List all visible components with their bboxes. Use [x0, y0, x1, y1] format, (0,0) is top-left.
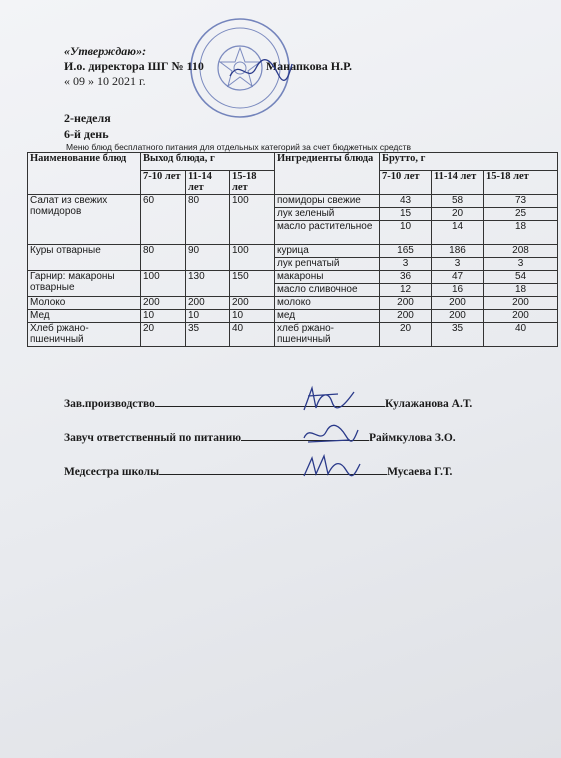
table-row: Салат из свежих помидоров 60 80 100 помидоры свежие 43 58 73	[28, 195, 558, 208]
dish-cell: Куры отварные	[28, 245, 141, 271]
table-row: масло растительное 10 14 18	[28, 221, 558, 245]
zav-signature-scribble	[298, 384, 358, 416]
col-yield-header: Выход блюда, г	[141, 153, 275, 171]
ingredient-cell: масло растительное	[275, 221, 380, 245]
dish-cell: Салат из свежих помидоров	[28, 195, 141, 245]
gross-age-11-14: 11-14 лет	[432, 171, 484, 195]
table-row: Хлеб ржано-пшеничный 20 35 40 хлеб ржано-пшеничный 20 35 40	[28, 323, 558, 347]
dish-cell: Молоко	[28, 297, 141, 310]
ingredient-cell: хлеб ржано-пшеничный	[275, 323, 380, 347]
signature-title: Завуч ответственный по питанию	[64, 432, 241, 444]
ingredient-cell: лук зеленый	[275, 208, 380, 221]
signature-title: Зав.производство	[64, 398, 155, 410]
dish-cell: Мед	[28, 310, 141, 323]
signature-title: Медсестра школы	[64, 466, 160, 478]
signature-zavuch	[64, 430, 456, 444]
table-row: Гарнир: макароны отварные 100 130 150 макароны 36 47 54	[28, 271, 558, 284]
approve-label: «Утверждаю»:	[64, 44, 147, 58]
dish-cell: Хлеб ржано-пшеничный	[28, 323, 141, 347]
col-dish-header: Наименование блюд	[28, 153, 141, 195]
signature-zav	[64, 396, 472, 410]
ingredient-cell: курица	[275, 245, 380, 258]
table-row: лук зеленый 15 20 25	[28, 208, 558, 221]
yield-age-15-18: 15-18 лет	[230, 171, 275, 195]
col-gross-header: Брутто, г	[380, 153, 558, 171]
table-row: лук репчатый 3 3 3	[28, 258, 558, 271]
table-row: Молоко 200 200 200 молоко 200 200 200	[28, 297, 558, 310]
medsestra-signature-scribble	[300, 450, 362, 482]
director-name: Манапкова Н.Р.	[265, 59, 352, 73]
table-row: Куры отварные 80 90 100 курица 165 186 208	[28, 245, 558, 258]
menu-table	[27, 152, 558, 347]
signature-name: Раймкулова З.О.	[368, 432, 456, 444]
ingredient-cell: масло сливочное	[275, 284, 380, 297]
zavuch-signature-scribble	[300, 420, 360, 448]
ingredient-cell: молоко	[275, 297, 380, 310]
signature-medsestra	[64, 464, 452, 478]
approval-block	[64, 44, 352, 89]
signature-name: Мусаева Г.Т.	[387, 466, 453, 478]
gross-age-7-10: 7-10 лет	[380, 171, 432, 195]
menu-title: Меню блюд бесплатного питания для отдельных категорий за счет бюджетных средств	[66, 142, 412, 152]
ingredient-cell: макароны	[275, 271, 380, 284]
director-title: И.о. директора ШГ № 110	[64, 59, 204, 73]
table-row: Мед 10 10 10 мед 200 200 200	[28, 310, 558, 323]
ingredient-cell: лук репчатый	[275, 258, 380, 271]
director-signature-scribble	[226, 54, 296, 88]
approval-date: « 09 » 10 2021 г.	[64, 74, 146, 88]
yield-age-7-10: 7-10 лет	[141, 171, 186, 195]
gross-age-15-18: 15-18 лет	[484, 171, 558, 195]
week-label: 2-неделя	[64, 111, 111, 125]
signature-name: Кулажанова А.Т.	[384, 398, 473, 410]
ingredient-cell: помидоры свежие	[275, 195, 380, 208]
table-row: масло сливочное 12 16 18	[28, 284, 558, 297]
day-label: 6-й день	[64, 127, 109, 141]
yield-age-11-14: 11-14 лет	[186, 171, 230, 195]
ingredient-cell: мед	[275, 310, 380, 323]
week-info	[64, 110, 111, 142]
col-ingredients-header: Ингредиенты блюда	[275, 153, 380, 195]
dish-cell: Гарнир: макароны отварные	[28, 271, 141, 297]
